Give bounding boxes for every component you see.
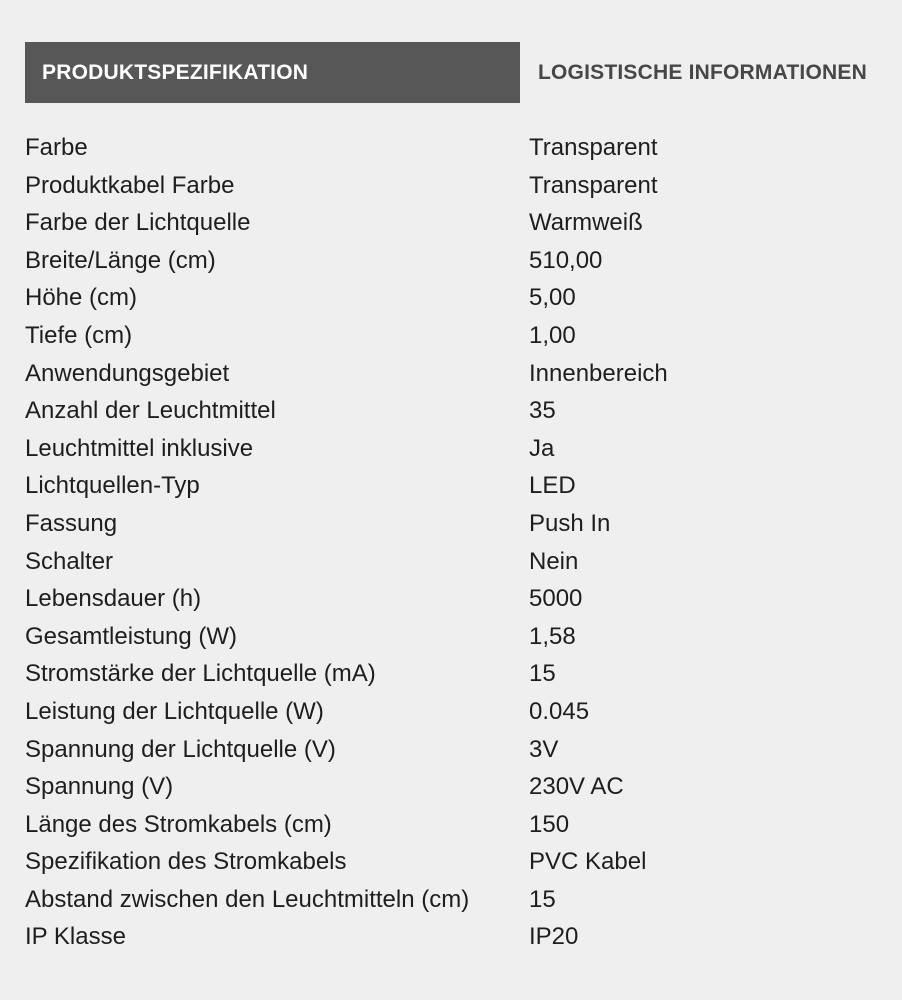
- spec-row: [25, 580, 885, 618]
- spec-row: [25, 655, 885, 693]
- spec-label: Breite/Länge (cm): [25, 246, 216, 274]
- spec-value: LED: [529, 472, 576, 500]
- spec-row: [25, 806, 885, 844]
- spec-row: [25, 242, 885, 280]
- tab-logistische-informationen[interactable]: LOGISTISCHE INFORMATIONEN: [538, 60, 867, 84]
- spec-label: Abstand zwischen den Leuchtmitteln (cm): [25, 885, 470, 913]
- spec-value: Push In: [529, 509, 611, 537]
- spec-label: Länge des Stromkabels (cm): [25, 810, 332, 838]
- spec-row: [25, 505, 885, 543]
- spec-value: Innenbereich: [529, 359, 668, 387]
- spec-value: 150: [529, 810, 570, 838]
- spec-label: Gesamtleistung (W): [25, 622, 238, 650]
- spec-label: Farbe: [25, 134, 88, 161]
- tab-produktspezifikation[interactable]: PRODUKTSPEZIFIKATION: [25, 42, 520, 103]
- spec-row: [25, 731, 885, 769]
- spec-label: Schalter: [25, 547, 114, 575]
- spec-label: Anzahl der Leuchtmittel: [25, 397, 276, 425]
- spec-label: Fassung: [25, 509, 118, 537]
- spec-row: [25, 843, 885, 881]
- spec-label: Lichtquellen-Typ: [25, 472, 200, 500]
- spec-row: [25, 768, 885, 806]
- spec-row: [25, 467, 885, 505]
- spec-label: Spannung (V): [25, 773, 174, 801]
- spec-table: [25, 129, 885, 956]
- spec-value: 35: [529, 397, 556, 425]
- spec-value: Nein: [529, 547, 579, 575]
- spec-row: [25, 693, 885, 731]
- spec-value: 3V: [529, 735, 559, 763]
- spec-row: [25, 204, 885, 242]
- spec-row: [25, 392, 885, 430]
- spec-value: Transparent: [529, 171, 658, 199]
- spec-value: 15: [529, 885, 556, 913]
- spec-value: 230V AC: [529, 773, 624, 801]
- spec-value: IP20: [529, 923, 579, 951]
- spec-value: 5,00: [529, 284, 576, 312]
- spec-label: Stromstärke der Lichtquelle (mA): [25, 660, 376, 688]
- spec-row: [25, 618, 885, 656]
- spec-row: [25, 167, 885, 205]
- spec-label: Anwendungsgebiet: [25, 359, 230, 387]
- spec-row: [25, 279, 885, 317]
- spec-row: [25, 317, 885, 355]
- spec-row: [25, 129, 885, 167]
- spec-row: [25, 430, 885, 468]
- spec-value: Transparent: [529, 134, 658, 161]
- spec-label: Spannung der Lichtquelle (V): [25, 735, 336, 763]
- spec-label: IP Klasse: [25, 923, 126, 951]
- spec-label: Produktkabel Farbe: [25, 171, 235, 199]
- spec-value: 0.045: [529, 697, 590, 725]
- spec-value: 15: [529, 660, 556, 688]
- spec-label: Höhe (cm): [25, 284, 138, 312]
- tab-bar: [25, 42, 895, 103]
- spec-label: Tiefe (cm): [25, 321, 133, 349]
- spec-label: Farbe der Lichtquelle: [25, 209, 251, 237]
- spec-value: 5000: [529, 585, 583, 613]
- spec-value: PVC Kabel: [529, 848, 647, 876]
- spec-value: Warmweiß: [529, 209, 643, 237]
- spec-row: [25, 918, 885, 956]
- spec-label: Leuchtmittel inklusive: [25, 434, 254, 462]
- spec-label: Leistung der Lichtquelle (W): [25, 697, 324, 725]
- spec-value: 510,00: [529, 246, 603, 274]
- spec-value: 1,58: [529, 622, 576, 650]
- spec-row: [25, 543, 885, 581]
- spec-row: [25, 881, 885, 919]
- spec-value: 1,00: [529, 321, 576, 349]
- spec-label: Lebensdauer (h): [25, 585, 202, 613]
- spec-label: Spezifikation des Stromkabels: [25, 848, 347, 876]
- spec-row: [25, 355, 885, 393]
- spec-value: Ja: [529, 434, 555, 462]
